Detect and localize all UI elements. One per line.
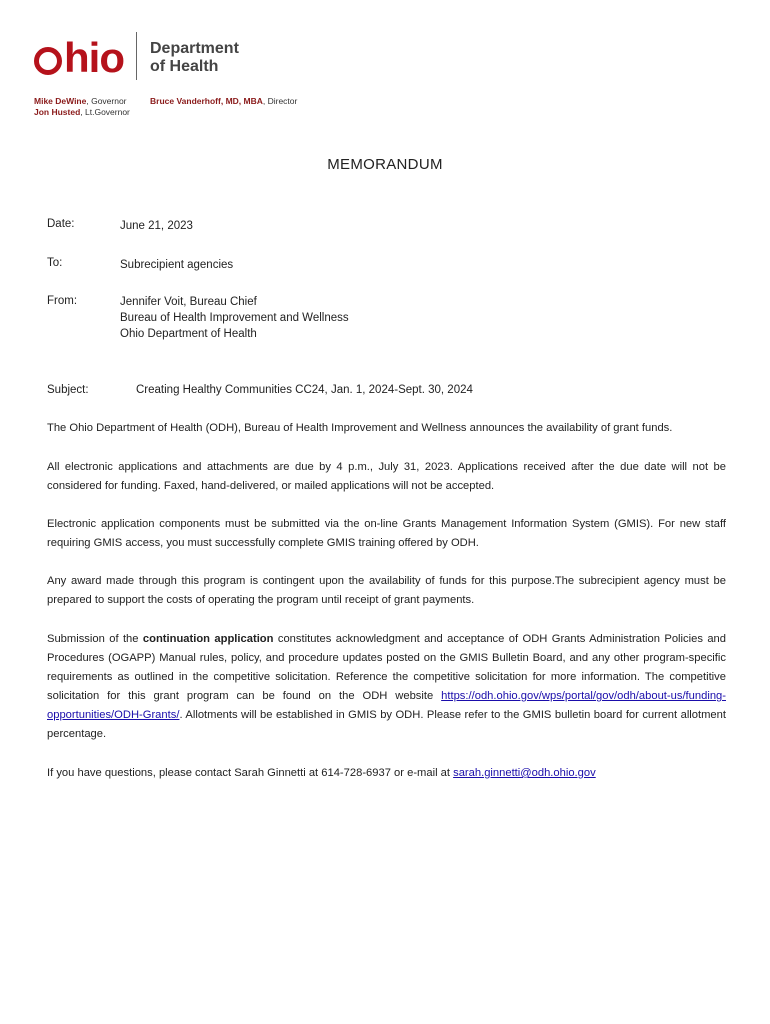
logo-divider [136, 32, 137, 80]
submission-text-b: constitutes acknowledgment and acceptance of ODH Grants Administration Policies and Procedures (OGAPP) Manual rules, policy, and procedure updates posted on the GMIS Bulletin Board, and any other program-specific requirements as outlined in the competitive solicitation. Reference the competitive solicitation for more information. The competitive solicitation for this grant program can be found on the ODH website [47, 633, 726, 702]
ohio-logo [34, 34, 124, 82]
submission-text-a: Submission of the [47, 633, 143, 645]
paragraph-gmis: Electronic application components must be submitted via the on-line Grants Management Information System (GMIS). For new staff requiring GMIS access, you must successfully complete GMIS training offered by ODH. [47, 518, 726, 549]
submission-text-c: . Allotments will be established in GMIS by ODH. Please refer to the GMIS bulletin board for current allotment percentage. [47, 709, 726, 740]
memo-title: MEMORANDUM [327, 156, 443, 173]
date-value: June 21, 2023 [120, 220, 193, 232]
paragraph-award: Any award made through this program is contingent upon the availability of funds for this purpose.The subrecipient agency must be prepared to support the costs of operating the program until receipt of grant payments. [47, 575, 726, 606]
lt-governor-name: Jon Husted [34, 107, 81, 117]
subject-value: Creating Healthy Communities CC24, Jan. 1, 2024-Sept. 30, 2024 [136, 384, 473, 396]
governor-name: Mike DeWine [34, 96, 87, 106]
from-line-3: Ohio Department of Health [120, 328, 257, 340]
from-block [120, 294, 349, 342]
director-name: Bruce Vanderhoff, MD, MBA [150, 96, 263, 106]
director-title: , Director [262, 96, 298, 106]
ohio-logo-text: hio [64, 34, 124, 81]
governor-title: , Governor [86, 96, 127, 106]
subject-label: Subject: [47, 384, 89, 396]
from-line-2: Bureau of Health Improvement and Wellness [120, 312, 349, 324]
department-line-1: Department [150, 40, 239, 57]
ohio-logo-o-icon [34, 47, 62, 75]
letterhead [34, 32, 334, 122]
department-name [150, 40, 239, 76]
paragraph-contact [47, 764, 726, 783]
paragraph-announcement: The Ohio Department of Health (ODH), Bureau of Health Improvement and Wellness announces the availability of grant funds. [47, 422, 673, 434]
department-line-2: of Health [150, 58, 219, 75]
lt-governor-title: , Lt.Governor [80, 107, 130, 117]
contact-email-link[interactable]: sarah.ginnetti@odh.ohio.gov [453, 767, 596, 779]
from-label: From: [47, 295, 78, 307]
odh-grants-link[interactable]: https://odh.ohio.gov/wps/portal/gov/odh/about-us/funding-opportunities/ODH-Grants/ [47, 690, 726, 721]
from-line-1: Jennifer Voit, Bureau Chief [120, 296, 257, 308]
submission-bold-term: continuation application [142, 633, 274, 645]
date-label: Date: [47, 218, 75, 230]
paragraph-deadline: All electronic applications and attachments are due by 4 p.m., July 31, 2023. Applications received after the due date will not be considered for funding. Faxed, hand-delivered, or mailed applications will not be accepted. [47, 461, 726, 492]
officials-left [34, 96, 130, 118]
to-label: To: [47, 257, 63, 269]
officials-right [150, 96, 297, 107]
contact-text: If you have questions, please contact Sarah Ginnetti at 614-728-6937 or e-mail at [47, 767, 454, 779]
to-value: Subrecipient agencies [120, 259, 234, 271]
paragraph-submission [47, 630, 726, 744]
